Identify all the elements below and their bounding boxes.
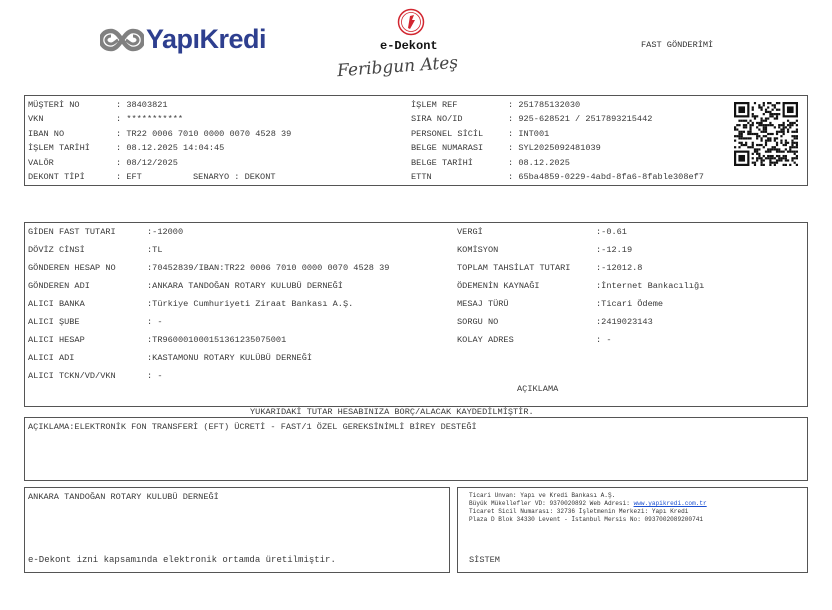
detail-value: :İnternet Bankacılığı [596, 281, 705, 291]
info-row [411, 172, 704, 182]
info-value: : 925-628521 / 2517893215442 [508, 114, 653, 124]
info-row [28, 100, 168, 110]
info-row [28, 114, 183, 124]
yapikredi-logo-icon [100, 27, 144, 53]
detail-label: VERGİ [457, 227, 483, 237]
footer-left-box [24, 487, 450, 573]
detail-value: : - [147, 317, 163, 327]
detail-label: TOPLAM TAHSİLAT TUTARI [457, 263, 571, 273]
detail-row [28, 227, 183, 237]
detail-value: :2419023143 [596, 317, 653, 327]
bank-address-line: Plaza D Blok 34330 Levent - İstanbul Mersis No: 0937002089200741 [469, 516, 704, 523]
info-value: : 08.12.2025 [508, 158, 570, 168]
info-value: : SYL2025092481039 [508, 143, 601, 153]
detail-row [28, 335, 286, 345]
info-value: : EFT [116, 172, 142, 182]
info-row [28, 129, 291, 139]
footer-note: e-Dekont izni kapsamında elektronik ortamda üretilmiştir. [28, 555, 336, 565]
detail-row [28, 281, 343, 291]
info-scenario: SENARYO : DEKONT [193, 172, 276, 182]
aciklama-heading: AÇIKLAMA [517, 384, 559, 394]
explanation-text: AÇIKLAMA:ELEKTRONİK FON TRANSFERİ (EFT) ÜCRETİ - FAST/1 ÖZEL GEREKSİNİMLİ BİREY DESTEĞİ [28, 422, 477, 432]
info-label: İŞLEM REF [411, 100, 458, 110]
bank-website-link[interactable]: www.yapikredi.com.tr [633, 500, 707, 507]
detail-label: ÖDEMENİN KAYNAĞI [457, 281, 540, 291]
detail-row [28, 299, 353, 309]
detail-value: :Ticari Ödeme [596, 299, 664, 309]
footer-org: ANKARA TANDOĞAN ROTARY KULUBÜ DERNEĞİ [28, 492, 219, 502]
info-row [411, 114, 652, 124]
footer-right-box [457, 487, 808, 573]
detail-label: ALICI HESAP [28, 335, 85, 345]
info-label: BELGE TARİHİ [411, 158, 473, 168]
info-row [411, 100, 580, 110]
bank-title-line: Ticari Unvan: Yapı ve Kredi Bankası A.Ş. [469, 492, 616, 499]
detail-label: GİDEN FAST TUTARI [28, 227, 116, 237]
doc-type: FAST GÖNDERİMİ [641, 40, 714, 50]
info-label: PERSONEL SİCİL [411, 129, 484, 139]
detail-value: :-0.61 [596, 227, 627, 237]
detail-row [457, 227, 627, 237]
info-label: VKN [28, 114, 44, 124]
detail-value: :-12000 [147, 227, 184, 237]
detail-label: SORGU NO [457, 317, 499, 327]
detail-label: KOLAY ADRES [457, 335, 514, 345]
detail-row [28, 371, 162, 381]
detail-label: ALICI ŞUBE [28, 317, 80, 327]
info-value: : *********** [116, 114, 184, 124]
detail-value: :-12.19 [596, 245, 633, 255]
info-row [28, 143, 224, 153]
info-label: DEKONT TİPİ [28, 172, 85, 182]
seal-icon [397, 8, 425, 36]
bank-registry-line: Ticaret Sicil Numarası: 32736 İşletmenin Merkezi: Yapı Kredi [469, 508, 689, 515]
detail-row [457, 317, 653, 327]
detail-label: GÖNDEREN HESAP NO [28, 263, 116, 273]
detail-label: KOMİSYON [457, 245, 499, 255]
info-label: BELGE NUMARASI [411, 143, 484, 153]
notice-text: YUKARIDAKİ TUTAR HESABINIZA BORÇ/ALACAK KAYDEDİLMİŞTİR. [250, 407, 534, 417]
detail-label: ALICI BANKA [28, 299, 85, 309]
info-row [28, 158, 178, 168]
detail-value: :Türkiye Cumhuriyeti Ziraat Bankası A.Ş. [147, 299, 354, 309]
detail-label: DÖVİZ CİNSİ [28, 245, 85, 255]
info-row [411, 143, 601, 153]
detail-label: ALICI ADI [28, 353, 75, 363]
info-value: : TR22 0006 7010 0000 0070 4528 39 [116, 129, 292, 139]
detail-value: :70452839/IBAN:TR22 0006 7010 0000 0070 4528 39 [147, 263, 390, 273]
info-label: VALÖR [28, 158, 54, 168]
detail-label: GÖNDEREN ADI [28, 281, 90, 291]
info-value: : 251785132030 [508, 100, 581, 110]
explanation-box [24, 417, 808, 481]
detail-value: :ANKARA TANDOĞAN ROTARY KULUBÜ DERNEĞİ [147, 281, 343, 291]
bank-tax-text: Büyük Mükellefler VD: 9370020892 Web Adresi: [469, 500, 634, 507]
detail-label: MESAJ TÜRÜ [457, 299, 509, 309]
detail-row [28, 263, 389, 273]
info-value: : 08.12.2025 14:04:45 [116, 143, 225, 153]
detail-value: :KASTAMONU ROTARY KULÜBÜ DERNEĞİ [147, 353, 313, 363]
info-value: : 08/12/2025 [116, 158, 178, 168]
detail-value: : - [147, 371, 163, 381]
info-row [28, 172, 142, 182]
detail-row [457, 335, 611, 345]
detail-value: :-12012.8 [596, 263, 643, 273]
info-value: : 65ba4859-0229-4abd-8fa6-8fable308ef7 [508, 172, 704, 182]
detail-value: :TL [147, 245, 163, 255]
detail-row [28, 353, 312, 363]
detail-row [457, 281, 704, 291]
bank-tax-line [469, 500, 707, 507]
detail-row [457, 245, 632, 255]
detail-row [457, 263, 642, 273]
detail-label: ALICI TCKN/VD/VKN [28, 371, 116, 381]
info-value: : 38403821 [116, 100, 168, 110]
signature: Feribgun Ateş [336, 52, 459, 82]
qr-code-icon [734, 102, 798, 166]
seal-emblem [397, 8, 425, 36]
info-label: SIRA NO/ID [411, 114, 463, 124]
info-label: MÜŞTERİ NO [28, 100, 80, 110]
qr-code [734, 102, 798, 166]
info-row [411, 129, 549, 139]
info-value: : INT001 [508, 129, 550, 139]
info-row [411, 158, 570, 168]
yapikredi-logo [100, 23, 267, 59]
info-label: İŞLEM TARİHİ [28, 143, 90, 153]
doc-title: e-Dekont [380, 39, 438, 53]
detail-value: : - [596, 335, 612, 345]
info-label: IBAN NO [28, 129, 65, 139]
system-label: SİSTEM [469, 555, 500, 565]
brand-name: YapıKredi [146, 24, 267, 54]
detail-value: :TR960001000151361235075001 [147, 335, 287, 345]
detail-row [457, 299, 663, 309]
info-box [24, 95, 808, 186]
detail-row [28, 245, 162, 255]
info-label: ETTN [411, 172, 432, 182]
detail-box [24, 222, 808, 407]
detail-row [28, 317, 162, 327]
